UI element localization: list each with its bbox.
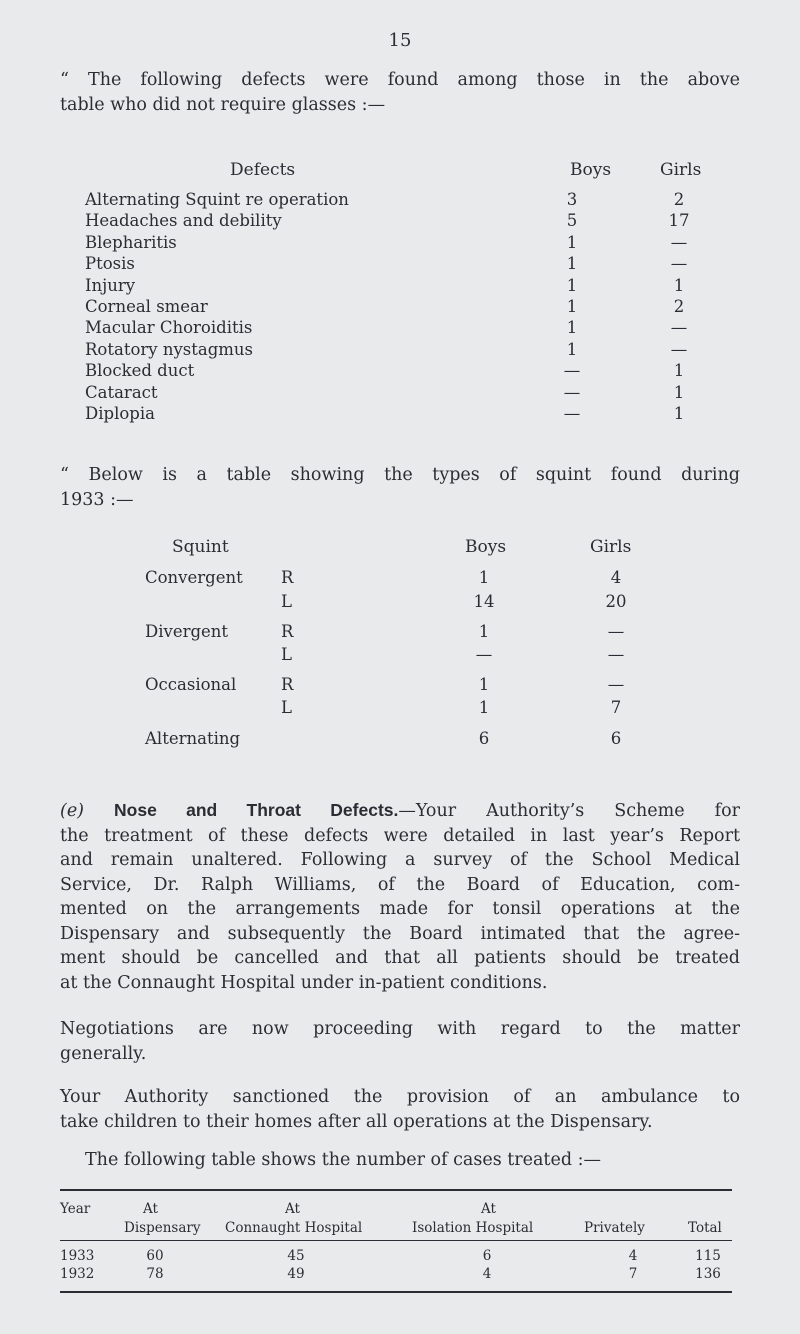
cases-header-conn-top: At [285, 1201, 300, 1217]
table-header-rule [60, 1240, 732, 1241]
defects-header-girls: Girls [660, 160, 702, 180]
defect-boys: 1 [566, 339, 578, 359]
table-top-rule [60, 1189, 732, 1191]
cases-header-iso-bottom: Isolation Hospital [412, 1220, 534, 1236]
defect-boys: 1 [566, 232, 578, 252]
cases-cell-privately: 7 [628, 1266, 638, 1282]
defect-girls: 1 [673, 275, 685, 295]
intro-paragraph-squint [60, 463, 740, 512]
defect-boys: — [563, 361, 581, 381]
section-e-line: the treatment of these defects were detailed in last year’s Report [60, 825, 740, 846]
squint-girls: 6 [610, 729, 622, 748]
defect-name: Injury [85, 275, 136, 295]
cases-header-disp-top: At [143, 1201, 158, 1217]
squint-boys: — [475, 645, 493, 664]
squint-side: R [281, 568, 294, 587]
defect-name: Ptosis [85, 254, 135, 274]
section-e-first-line [60, 798, 740, 824]
cases-cell-year: 1932 [60, 1266, 95, 1282]
squint-girls: 7 [610, 698, 622, 717]
squint-boys: 14 [473, 592, 495, 611]
squint-type: Convergent [145, 568, 243, 587]
defect-girls: — [670, 232, 688, 252]
defect-boys: 1 [566, 297, 578, 316]
defect-name: Blepharitis [85, 232, 177, 252]
negotiations-line-1: Negotiations are now proceeding with regard to the matter [60, 1019, 740, 1039]
defect-boys: — [563, 382, 581, 402]
cases-cell-connaught: 45 [287, 1248, 305, 1264]
cases-header-disp-bottom: Dispensary [124, 1220, 201, 1236]
squint-side: L [281, 698, 292, 717]
defect-boys: 1 [566, 275, 578, 295]
section-e-line-0: —Your Authority’s Scheme for [398, 801, 740, 821]
defect-name: Rotatory nystagmus [85, 339, 254, 359]
section-e-heading: Nose and Throat Defects. [114, 800, 399, 820]
cases-cell-connaught: 49 [287, 1266, 305, 1282]
intro-line: table who did not require glasses :— [60, 94, 386, 115]
squint-side: L [281, 645, 292, 664]
section-nose-throat [60, 798, 740, 995]
defect-boys: 1 [566, 318, 578, 338]
defects-header-boys: Boys [570, 160, 612, 180]
defect-name: Corneal smear [85, 297, 208, 316]
defect-name: Macular Choroiditis [85, 318, 253, 338]
paragraph-table-intro: The following table shows the number of cases treated :— [85, 1150, 601, 1170]
section-e-label: (e) [60, 801, 85, 821]
squint-side: L [281, 592, 292, 611]
ambulance-line-1: Your Authority sanctioned the provision of an ambulance to [60, 1087, 740, 1107]
squint-header-boys: Boys [465, 537, 507, 557]
section-e-line: Service, Dr. Ralph Williams, of the Board of Education, com- [60, 874, 740, 895]
negotiations-line-2: generally. [60, 1043, 147, 1064]
defect-girls: 1 [673, 404, 685, 423]
cases-header-conn-bottom: Connaught Hospital [225, 1220, 363, 1236]
defect-girls: 2 [673, 190, 685, 209]
defect-name: Alternating Squint re operation [85, 190, 349, 209]
defect-name: Cataract [85, 382, 158, 402]
defect-girls: — [670, 318, 688, 338]
squint-header-squint: Squint [172, 537, 229, 557]
cases-cell-privately: 4 [628, 1248, 638, 1264]
squint-boys: 1 [478, 568, 490, 587]
defect-girls: 2 [673, 297, 685, 316]
defect-boys: 3 [566, 190, 578, 209]
cases-cell-year: 1933 [60, 1248, 95, 1264]
table-bottom-rule [60, 1291, 732, 1293]
squint-girls: 4 [610, 568, 622, 587]
defect-name: Blocked duct [85, 361, 195, 381]
defect-girls: — [670, 254, 688, 274]
defect-girls: 17 [668, 211, 690, 231]
cases-cell-dispensary: 78 [146, 1266, 164, 1282]
cases-cell-isolation: 6 [482, 1248, 492, 1264]
cases-header-privately: Privately [584, 1220, 645, 1236]
defect-name: Diplopia [85, 404, 155, 423]
defect-boys: 1 [566, 254, 578, 274]
defect-name: Headaches and debility [85, 211, 282, 231]
squint-type: Occasional [145, 675, 237, 694]
defects-header-defect: Defects [230, 160, 296, 180]
cases-header-total: Total [688, 1220, 722, 1236]
intro-line: 1933 :— [60, 489, 134, 510]
squint-type: Alternating [145, 729, 241, 748]
squint-side: R [281, 675, 294, 694]
paragraph-negotiations [60, 1017, 740, 1066]
squint-boys: 6 [478, 729, 490, 748]
page-number: 15 [388, 30, 412, 51]
cases-cell-total: 136 [695, 1266, 721, 1282]
section-e-line: Dispensary and subsequently the Board intimated that the agree- [60, 923, 740, 944]
cases-cell-isolation: 4 [482, 1266, 492, 1282]
defect-boys: — [563, 404, 581, 423]
section-e-line: ment should be cancelled and that all patients should be treated [60, 948, 740, 968]
squint-boys: 1 [478, 698, 490, 717]
squint-girls: 20 [605, 592, 627, 611]
defect-girls: 1 [673, 382, 685, 402]
cases-cell-total: 115 [695, 1248, 721, 1264]
section-e-line: mented on the arrangements made for tonsil operations at the [60, 899, 740, 919]
defect-girls: 1 [673, 361, 685, 381]
paragraph-ambulance [60, 1085, 740, 1134]
section-e-line: at the Connaught Hospital under in-patient conditions. [60, 972, 548, 993]
squint-boys: 1 [478, 622, 490, 641]
negotiations-line [60, 1017, 740, 1042]
squint-girls: — [607, 675, 625, 694]
intro-line: “ Below is a table showing the types of squint found during [60, 465, 740, 485]
cases-header-year: Year [60, 1201, 91, 1217]
squint-header-girls: Girls [590, 537, 632, 557]
defect-boys: 5 [566, 211, 578, 231]
ambulance-line-2: take children to their homes after all operations at the Dispensary. [60, 1111, 653, 1132]
squint-girls: — [607, 645, 625, 664]
intro-paragraph-defects [60, 68, 740, 117]
section-e-line: and remain unaltered. Following a survey of the School Medical [60, 850, 740, 870]
cases-cell-dispensary: 60 [146, 1248, 164, 1264]
squint-side: R [281, 622, 294, 641]
squint-girls: — [607, 622, 625, 641]
cases-header-iso-top: At [481, 1201, 496, 1217]
squint-boys: 1 [478, 675, 490, 694]
defect-girls: — [670, 339, 688, 359]
intro-line: “ The following defects were found among those in the above [60, 70, 740, 90]
squint-type: Divergent [145, 622, 229, 641]
